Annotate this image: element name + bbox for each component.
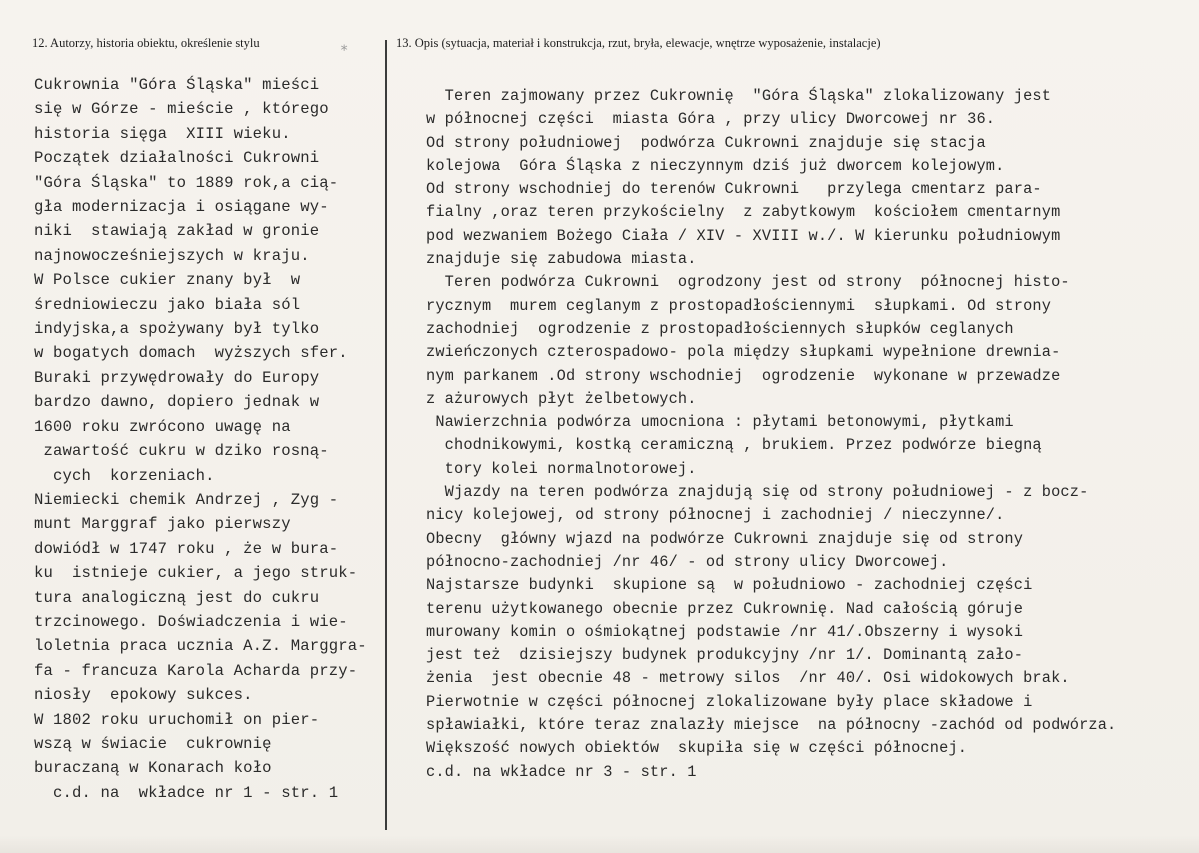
history-text-line: trzcinowego. Doświadczenia i wie- [34,612,348,631]
description-text-line: Najstarsze budynki skupione są w południowo - zachodniej części [426,576,1033,595]
section-13-header: 13. Opis (sytuacja, materiał i konstrukcja, rzut, bryła, elewacje, wnętrze wyposażenie, instalacje) [396,36,881,50]
history-text-line: zawartość cukru w dziko rosną- [34,442,329,461]
history-text-line: W 1802 roku uruchomił on pier- [34,710,320,729]
history-text-line: niki stawiają zakład w gronie [34,222,320,241]
history-text-line: munt Marggraf jako pierwszy [34,515,291,534]
description-text-line: terenu użytkowanego obecnie przez Cukrownię. Nad całością góruje [426,599,1024,618]
description-text-line: zwieńczonych czterospadowo- pola między słupkami wypełnione drewnia- [426,343,1061,362]
history-text-line: 1600 roku zwrócono uwagę na [34,417,291,436]
column-divider [385,40,387,830]
description-text-line: Obecny główny wjazd na podwórze Cukrowni znajduje się od strony [426,529,1024,548]
description-text-column [426,85,1196,784]
history-text-line: loletnia praca ucznia A.Z. Marggra- [34,637,367,656]
history-text-line: Buraki przywędrowały do Europy [34,368,320,387]
history-text-line: W Polsce cukier znany był w [34,271,301,290]
history-text-line: Niemiecki chemik Andrzej , Zyg - [34,490,339,509]
description-text-line: pod wezwaniem Bożego Ciała / XIV - XVIII w./. W kierunku południowym [426,226,1061,245]
history-text-line: niosły epokowy sukces. [34,686,253,705]
description-text-line: z ażurowych płyt żelbetowych. [426,389,697,408]
description-text-line: Większość nowych obiektów skupiła się w części północnej. [426,739,968,758]
description-text-line: Pierwotnie w części północnej zlokalizowane były place składowe i [426,692,1033,711]
history-text-line: ku istnieje cukier, a jego struk- [34,564,358,583]
description-text-line: zachodniej ogrodzenie z prostopadłościennych słupków ceglanych [426,319,1014,338]
history-text-line: w bogatych domach wyższych sfer. [34,344,348,363]
description-text-line: chodnikowymi, kostką ceramiczną , brukiem. Przez podwórze biegną [426,436,1042,455]
history-text-line: się w Górze - mieście , którego [34,100,329,119]
page-edge-shadow [0,835,1199,853]
history-text-line: bardzo dawno, dopiero jednak w [34,393,320,412]
history-text-line: indyjska,a spożywany był tylko [34,320,320,339]
description-text-line: Od strony wschodniej do terenów Cukrowni przylega cmentarz para- [426,180,1042,199]
description-text-line: nicy kolejowej, od strony północnej i zachodniej / nieczynne/. [426,506,1005,525]
history-text-line: Cukrownia "Góra Śląska" mieści [34,76,320,94]
description-text-line: Teren zajmowany przez Cukrownię "Góra Śląska" zlokalizowany jest [426,87,1052,105]
description-text-line: fialny ,oraz teren przykościelny z zabytkowym kościołem cmentarnym [426,203,1061,222]
history-text-line: wszą w świacie cukrownię [34,734,272,753]
history-text-line: buraczaną w Konarach koło [34,759,272,778]
history-text-line: fa - francuza Karola Acharda przy- [34,661,358,680]
scan-mark: ∗ [340,41,349,57]
history-text-line: najnowocześniejszych w kraju. [34,246,310,265]
section-12-header: 12. Autorzy, historia obiektu, określenie stylu [32,36,260,50]
history-text-line: dowiódł w 1747 roku , że w bura- [34,539,339,558]
description-text-line: c.d. na wkładce nr 3 - str. 1 [426,762,697,781]
description-text-line: Wjazdy na teren podwórza znajdują się od strony południowej - z bocz- [426,483,1089,502]
description-text-line: Od strony południowej podwórza Cukrowni znajduje się stacja [426,133,986,152]
description-text-line: żenia jest obecnie 48 - metrowy silos /nr 40/. Osi widokowych brak. [426,669,1070,688]
history-text-line: historia sięga XIII wieku. [34,124,291,143]
history-text-line: gła modernizacja i osiągane wy- [34,198,329,217]
description-text-line: północno-zachodniej /nr 46/ - od strony ulicy Dworcowej. [426,552,949,571]
description-text-line: murowany komin o ośmiokątnej podstawie /nr 41/.Obszerny i wysoki [426,622,1024,641]
description-text-line: tory kolei normalnotorowej. [426,459,697,478]
description-text-line: rycznym murem ceglanym z prostopadłościennymi słupkami. Od strony [426,296,1052,315]
description-text-line: Teren podwórza Cukrowni ogrodzony jest od strony północnej histo- [426,273,1070,292]
history-text-line: Początek działalności Cukrowni [34,149,320,168]
description-text-line: kolejowa Góra Śląska z nieczynnym dziś już dworcem kolejowym. [426,156,1005,175]
history-text-column [34,73,384,805]
description-text-line: w północnej części miasta Góra , przy ulicy Dworcowej nr 36. [426,110,996,129]
history-text-line: tura analogiczną jest do cukru [34,588,320,607]
history-text-line: "Góra Śląska" to 1889 rok,a cią- [34,173,339,192]
description-text-line: Nawierzchnia podwórza umocniona : płytami betonowymi, płytkami [426,413,1014,432]
description-text-line: nym parkanem .Od strony wschodniej ogrodzenie wykonane w przewadze [426,366,1061,385]
history-text-line: średniowieczu jako biała sól [34,295,301,314]
description-text-line: spławiałki, które teraz znalazły miejsce na północny -zachód od podwórza. [426,716,1117,735]
description-text-line: jest też dzisiejszy budynek produkcyjny /nr 1/. Dominantą zało- [426,646,1024,665]
history-text-line: cych korzeniach. [34,466,215,485]
description-text-line: znajduje się zabudowa miasta. [426,250,697,269]
history-text-line: c.d. na wkładce nr 1 - str. 1 [34,783,339,802]
